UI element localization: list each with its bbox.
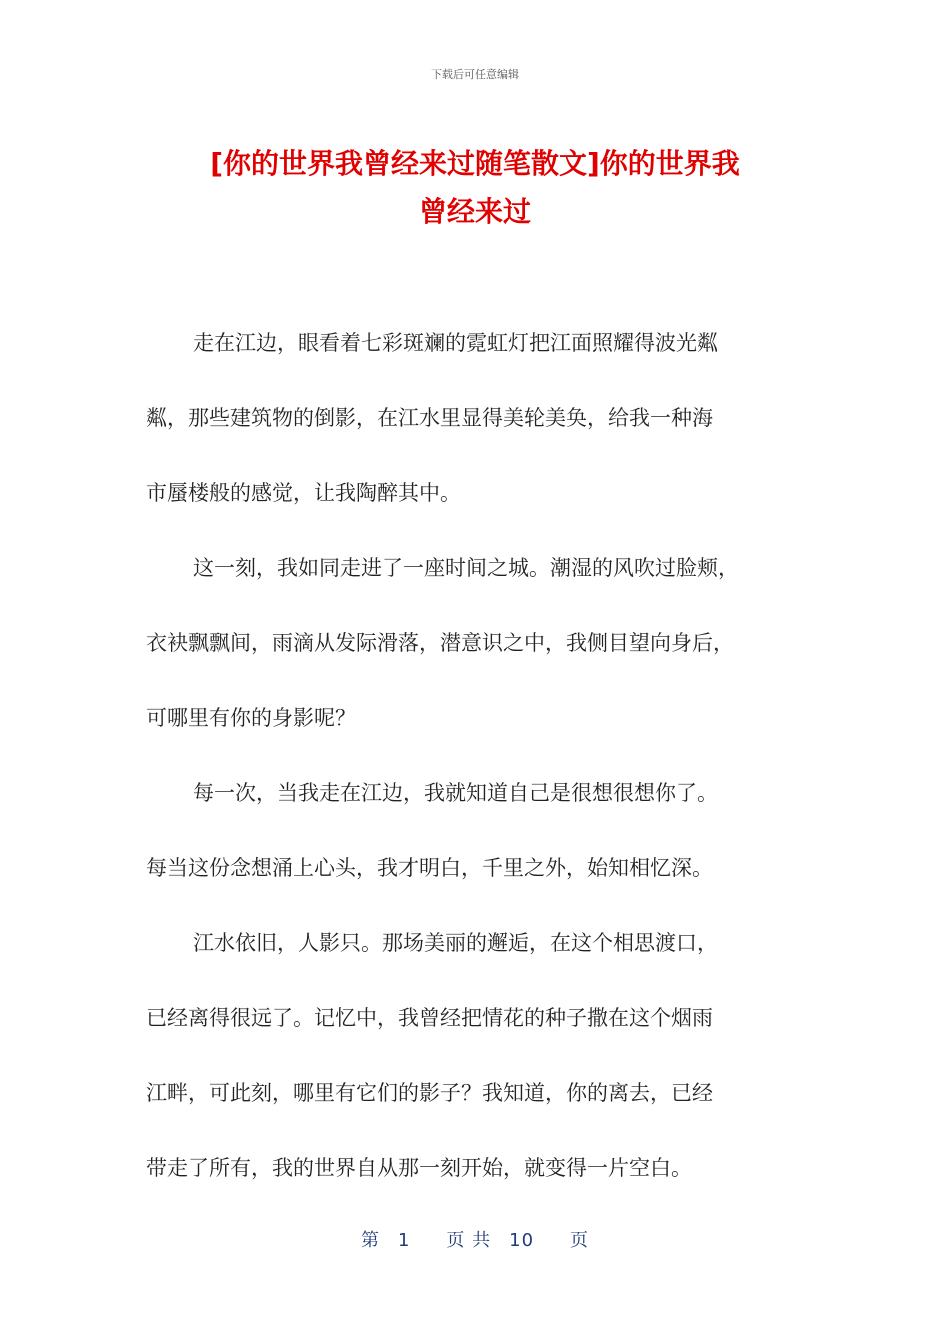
paragraph-2 [146, 531, 808, 756]
title-line-1: [你的世界我曾经来过随笔散文]你的世界我 [210, 147, 740, 180]
text-line: 市蜃楼般的感觉，让我陶醉其中。 [146, 481, 461, 505]
footer-middle: 页 共 [446, 1230, 492, 1251]
text-line: 可哪里有你的身影呢？ [146, 706, 356, 730]
header-note: 下载后可任意编辑 [431, 68, 519, 81]
text-line: 走在江边，眼看着七彩斑斓的霓虹灯把江面照耀得波光粼 [193, 331, 718, 355]
text-line: 粼，那些建筑物的倒影，在江水里显得美轮美奂，给我一种海 [146, 406, 713, 430]
footer-prefix: 第 [360, 1230, 380, 1251]
footer-total-pages: 10 [509, 1230, 535, 1251]
document-title [130, 140, 820, 236]
title-line-2: 曾经来过 [418, 195, 531, 228]
text-line: 带走了所有，我的世界自从那一刻开始，就变得一片空白。 [146, 1156, 692, 1180]
footer-page-number: 1 [397, 1230, 411, 1251]
text-line: 这一刻，我如同走进了一座时间之城。潮湿的风吹过脸颊， [193, 556, 739, 580]
paragraph-1 [146, 306, 808, 531]
article-body [146, 306, 808, 1206]
footer-suffix: 页 [570, 1230, 590, 1251]
text-line: 每一次，当我走在江边，我就知道自己是很想很想你了。 [193, 781, 718, 805]
text-line: 衣袂飘飘间，雨滴从发际滑落，潜意识之中，我侧目望向身后， [146, 631, 734, 655]
paragraph-4 [146, 906, 808, 1206]
paragraph-3 [146, 756, 808, 906]
text-line: 江畔，可此刻，哪里有它们的影子？我知道，你的离去，已经 [146, 1081, 713, 1105]
text-line: 每当这份念想涌上心头，我才明白，千里之外，始知相忆深。 [146, 856, 713, 880]
text-line: 江水依旧，人影只。那场美丽的邂逅，在这个相思渡口， [193, 931, 718, 955]
page-footer [0, 1226, 950, 1252]
text-line: 已经离得很远了。记忆中，我曾经把情花的种子撒在这个烟雨 [146, 1006, 713, 1030]
